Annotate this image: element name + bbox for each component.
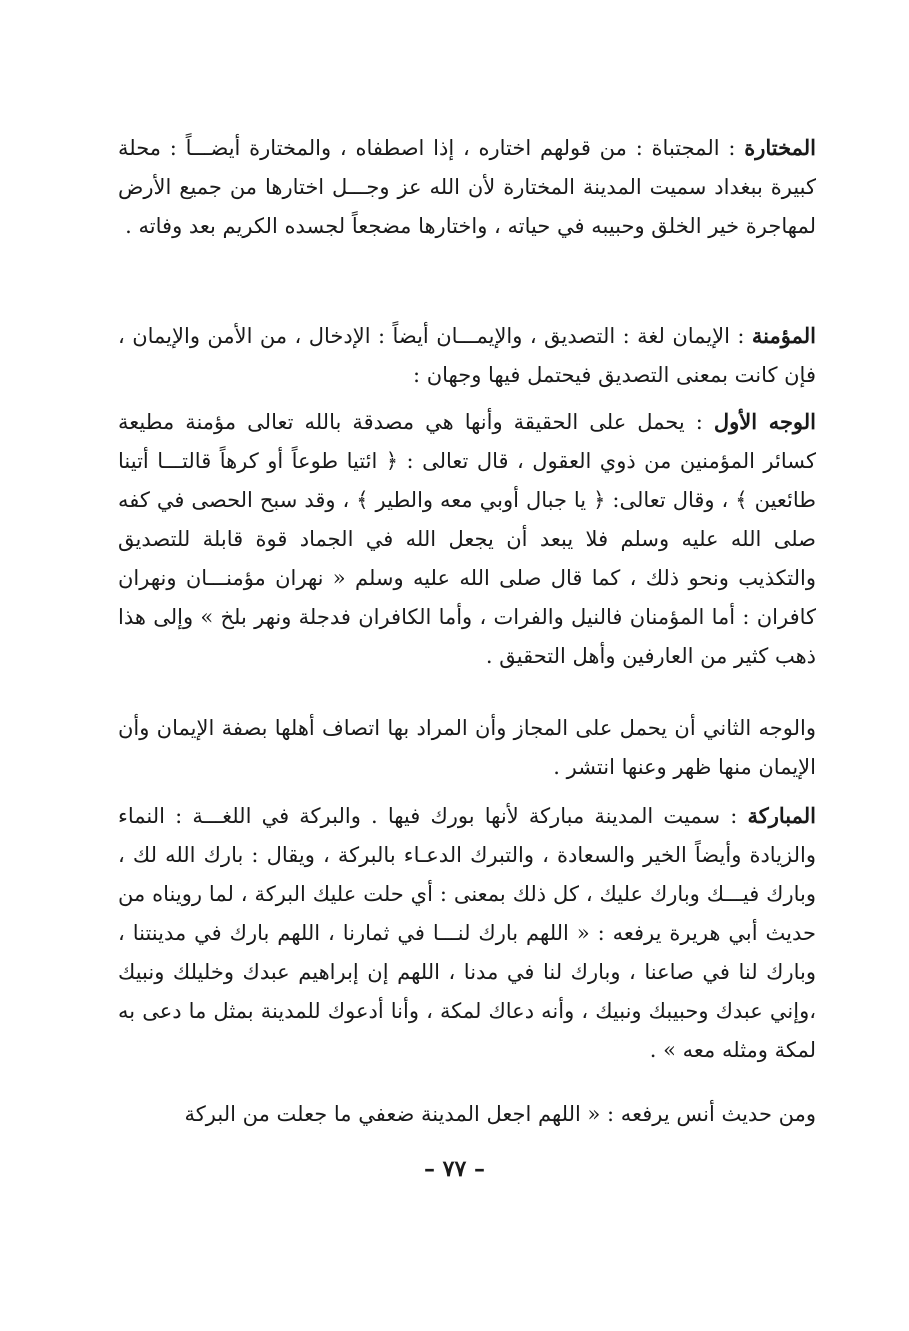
paragraph-body: : يحمل على الحقيقة وأنها هي مصدقة بالله تعالى مؤمنة مطيعة كسائر المؤمنين من ذوي العقول ، قال تعالى : ﴿ ائتيا طوعاً أو كرهاً قالتـــا أتينا طائعين ﴾ ، وقال تعالى: ﴿ يا جبال أوبي معه والطير ﴾ ، وقد سبح الحصى في كفه صلى الله عليه وسلم فلا يبعد أن يجعل الله في الجماد قوة قابلة للتصديق والتكذيب ونحو ذلك ، كما قال صلى الله عليه وسلم « نهران مؤمنـــان ونهران كافران : أما المؤمنان فالنيل والفرات ، وأما الكافران فدجلة ونهر بلخ » وإلى هذا ذهب كثير من العارفين وأهل التحقيق . [118, 410, 816, 668]
paragraph-text [118, 402, 816, 676]
term-heading: المباركة [747, 803, 816, 828]
page-number: – ٧٧ – [424, 1156, 485, 1182]
term-heading: الوجه الأول [713, 409, 817, 434]
paragraph-second-aspect [118, 708, 816, 787]
paragraph-al-mubaraka [118, 796, 816, 1070]
paragraph-al-mukhtara [118, 128, 816, 246]
paragraph-body: ومن حديث أنس يرفعه : « اللهم اجعل المدينة ضعفي ما جعلت من البركة [184, 1102, 816, 1126]
paragraph-body: : سميت المدينة مباركة لأنها بورك فيها . والبركة في اللغـــة : النماء والزيادة وأيضاً الخير والسعادة ، والتبرك الدعـاء بالبركة ، ويقال : بارك الله لك ، وبارك فيـــك وبارك عليك ، كل ذلك بمعنى : أي حلت عليك البركة ، لما رويناه من حديث أبي هريرة يرفعه : « اللهم بارك لنـــا في ثمارنا ، اللهم بارك في مدينتنا ، وبارك لنا في صاعنا ، وبارك لنا في مدنا ، اللهم إن إبراهيم عبدك وخليلك ونبيك ،وإني عبدك وحبيبك ونبيك ، وأنه دعاك لمكة ، وأنا أدعوك للمدينة بمثل ما دعى به لمكة ومثله معه » . [118, 804, 816, 1062]
paragraph-anas-hadith [118, 1094, 816, 1134]
paragraph-text [118, 316, 816, 395]
paragraph-text [118, 128, 816, 246]
term-heading: المؤمنة [751, 323, 816, 348]
paragraph-first-aspect [118, 402, 816, 676]
paragraph-al-muamina [118, 316, 816, 395]
paragraph-text [118, 796, 816, 1070]
paragraph-body: : المجتباة : من قولهم اختاره ، إذا اصطفاه ، والمختارة أيضـــاً : محلة كبيرة ببغداد سميت المدينة المختارة لأن الله عز وجـــل اختارها من جميع الأرض لمهاجرة خير الخلق وحبيبه في حياته ، واختارها مضجعاً لجسده الكريم بعد وفاته . [118, 136, 816, 238]
paragraph-body: : الإيمان لغة : التصديق ، والإيمـــان أيضاً : الإدخال ، من الأمن والإيمان ، فإن كانت بمعنى التصديق فيحتمل فيها وجهان : [118, 324, 816, 387]
paragraph-body: والوجه الثاني أن يحمل على المجاز وأن المراد بها اتصاف أهلها بصفة الإيمان وأن الإيمان منها ظهر وعنها انتشر . [118, 716, 816, 779]
paragraph-text [118, 708, 816, 787]
paragraph-text [118, 1094, 816, 1134]
term-heading: المختارة [744, 135, 816, 160]
